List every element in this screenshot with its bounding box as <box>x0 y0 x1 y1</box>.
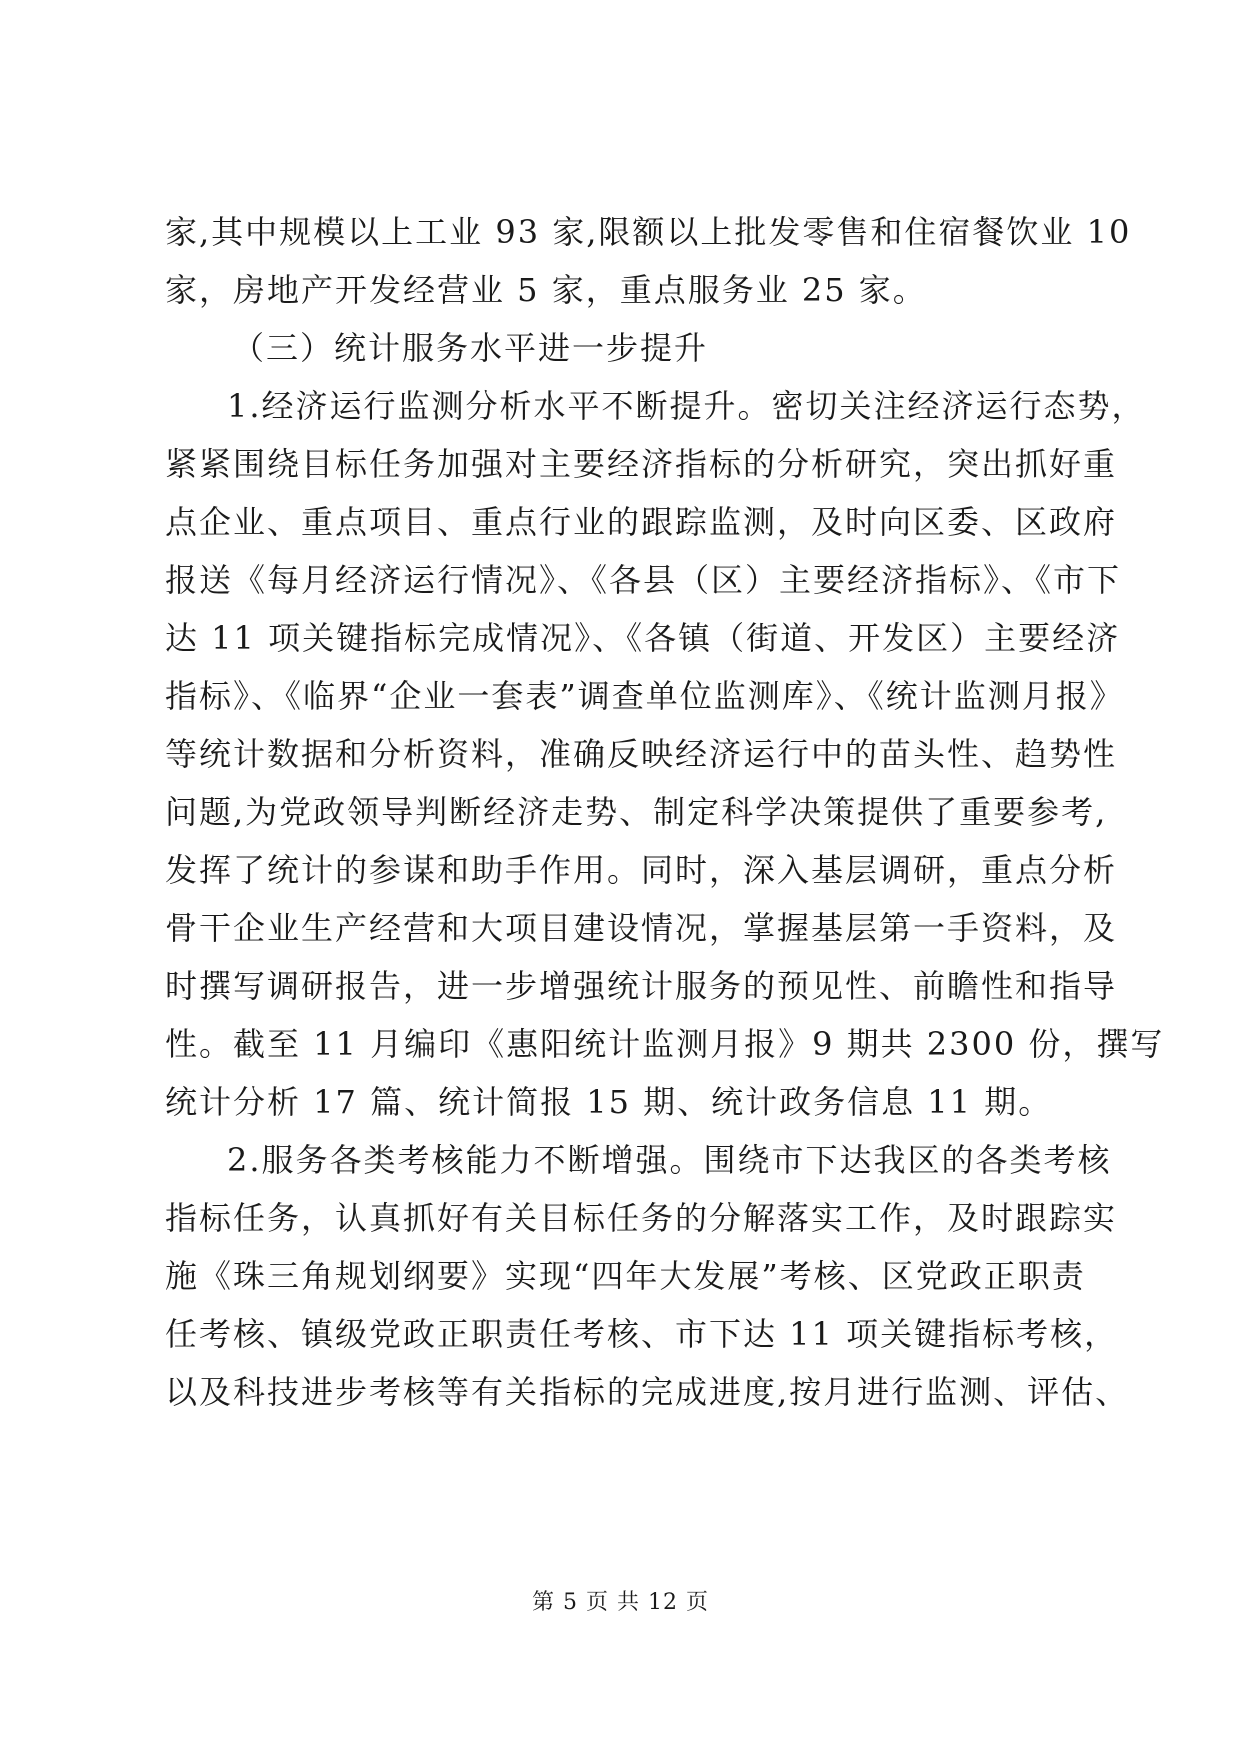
text-line: 1.经济运行监测分析水平不断提升。密切关注经济运行态势， <box>227 387 1146 425</box>
text-line: 点企业、重点项目、重点行业的跟踪监测，及时向区委、区政府 <box>165 503 1118 541</box>
text-line: 统计分析 17 篇、统计简报 15 期、统计政务信息 11 期。 <box>165 1083 1053 1121</box>
text-line: 问题,为党政领导判断经济走势、制定科学决策提供了重要参考, <box>165 793 1108 831</box>
text-line: 以及科技进步考核等有关指标的完成进度,按月进行监测、评估、 <box>165 1373 1130 1411</box>
text-line: 发挥了统计的参谋和助手作用。同时，深入基层调研，重点分析 <box>165 851 1118 889</box>
text-line: 施《珠三角规划纲要》实现“四年大发展”考核、区党政正职责 <box>165 1257 1086 1295</box>
text-line: 任考核、镇级党政正职责任考核、市下达 11 项关键指标考核， <box>165 1315 1119 1353</box>
text-line: 性。截至 11 月编印《惠阳统计监测月报》9 期共 2300 份，撰写 <box>165 1025 1165 1063</box>
text-line: 等统计数据和分析资料，准确反映经济运行中的苗头性、趋势性 <box>165 735 1118 773</box>
text-line: 指标任务，认真抓好有关目标任务的分解落实工作，及时跟踪实 <box>165 1199 1118 1237</box>
text-line: 2.服务各类考核能力不断增强。围绕市下达我区的各类考核 <box>227 1141 1112 1179</box>
text-line: 达 11 项关键指标完成情况》、《各镇（街道、开发区）主要经济 <box>165 619 1121 657</box>
text-line: 家,其中规模以上工业 93 家,限额以上批发零售和住宿餐饮业 10 <box>165 213 1132 251</box>
text-line: 骨干企业生产经营和大项目建设情况，掌握基层第一手资料，及 <box>165 909 1118 947</box>
text-line: 家，房地产开发经营业 5 家，重点服务业 25 家。 <box>165 271 927 309</box>
text-line: 紧紧围绕目标任务加强对主要经济指标的分析研究，突出抓好重 <box>165 445 1118 483</box>
text-line: 时撰写调研报告，进一步增强统计服务的预见性、前瞻性和指导 <box>165 967 1118 1005</box>
text-line: 报送《每月经济运行情况》、《各县（区）主要经济指标》、《市下 <box>165 561 1122 599</box>
section-heading: （三）统计服务水平进一步提升 <box>232 329 709 367</box>
text-line: 指标》、《临界“企业一套表”调查单位监测库》、《统计监测月报》 <box>165 677 1124 715</box>
page-footer: 第 5 页 共 12 页 <box>532 1590 709 1615</box>
